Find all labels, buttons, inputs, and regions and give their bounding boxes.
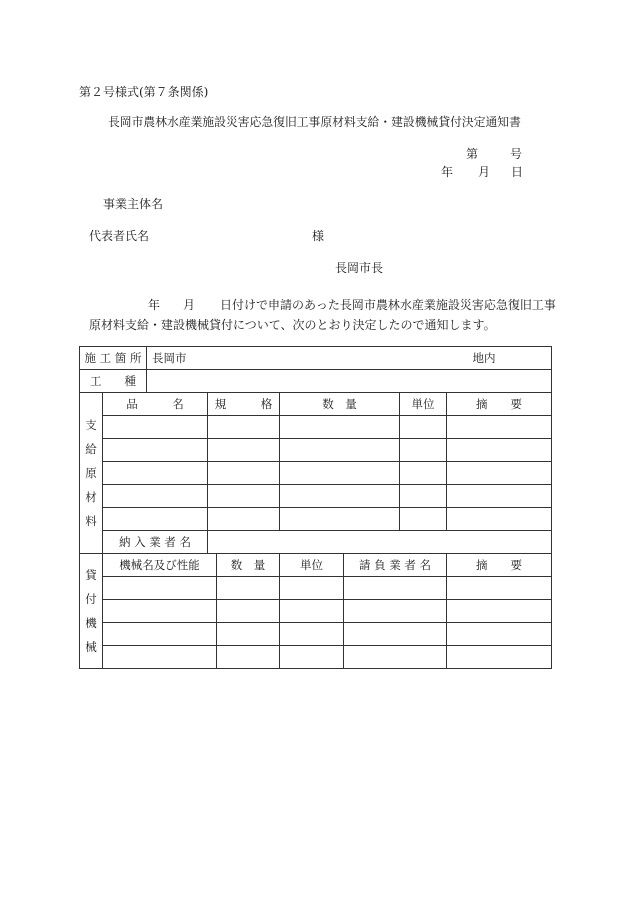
number-go: 号 (510, 147, 523, 161)
location-city: 長岡市 (152, 351, 187, 365)
work-type-value (147, 370, 552, 393)
body-year: 年 (148, 298, 161, 312)
machines-header-row (80, 554, 552, 577)
machines-row (80, 623, 552, 646)
supplier-value (208, 531, 552, 554)
work-type-row (80, 370, 552, 393)
sama-label: 様 (312, 229, 325, 243)
materials-side-label: 支 給 原 材 料 (80, 393, 103, 554)
header-ukeoi: 請 負 業 者 名 (344, 554, 447, 577)
header-m-suryo: 数 量 (217, 554, 280, 577)
form-number: 第２号様式(第７条関係) (79, 85, 209, 99)
header-tani: 単位 (400, 393, 447, 416)
materials-header-row (80, 393, 552, 416)
document-title: 長岡市農林水産業施設災害応急復旧工事原材料支給・建設機械貸付決定通知書 (108, 115, 521, 129)
issuer-label: 長岡市長 (335, 261, 384, 275)
jigyo-shutai-label: 事業主体名 (103, 197, 164, 211)
body-month: 月 (183, 298, 196, 312)
materials-row (80, 439, 552, 462)
decision-table (79, 346, 552, 669)
location-row (80, 347, 552, 370)
date-month: 月 (478, 165, 491, 179)
header-tekiyo: 摘 要 (447, 393, 552, 416)
location-value (147, 347, 552, 370)
materials-row (80, 416, 552, 439)
supplier-row (80, 531, 552, 554)
date-day: 日 (511, 165, 524, 179)
supplier-label: 納 入 業 者 名 (103, 531, 208, 554)
header-hinmei: 品 名 (103, 393, 208, 416)
number-dai: 第 (466, 147, 479, 161)
header-kikai: 機械名及び性能 (103, 554, 217, 577)
location-suffix: 地内 (472, 351, 496, 365)
header-kikaku: 規 格 (208, 393, 280, 416)
header-suryo: 数 量 (280, 393, 400, 416)
machines-row (80, 600, 552, 623)
date-year: 年 (441, 165, 454, 179)
header-m-tani: 単位 (280, 554, 344, 577)
body-line2: 原材料支給・建設機械貸付について、次のとおり決定したので通知します。 (89, 318, 496, 332)
materials-row (80, 462, 552, 485)
work-type-label: 工 種 (80, 370, 147, 393)
materials-row (80, 508, 552, 531)
header-m-tekiyo: 摘 要 (447, 554, 552, 577)
daihyo-label: 代表者氏名 (89, 229, 150, 243)
body-line1: 日付けで申請のあった長岡市農林水産業施設災害応急復旧工事 (220, 298, 556, 312)
machines-row (80, 646, 552, 669)
machines-side-label: 貸 付 機 械 (80, 554, 103, 669)
machines-row (80, 577, 552, 600)
location-label: 施 工 箇 所 (80, 347, 147, 370)
materials-row (80, 485, 552, 508)
